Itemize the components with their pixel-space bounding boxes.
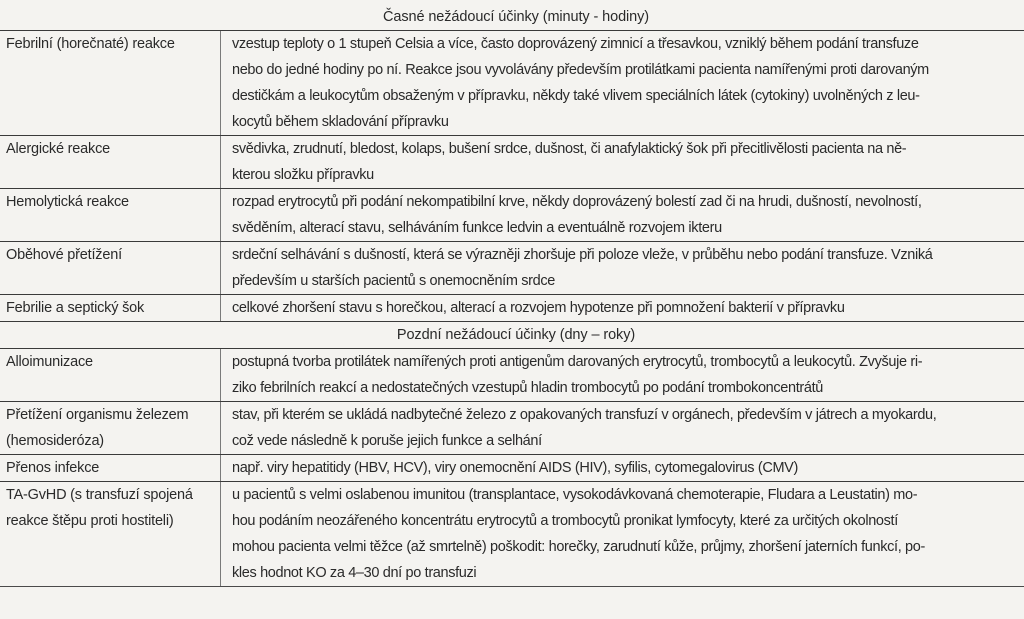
row-label: Přetížení organismu železem (hemosideróza) [0,402,221,454]
row-description: srdeční selhávání s dušností, která se výrazněji zhoršuje při poloze vleže, v průběhu nebo podání transfuze. Vzniká především u starších pacientů s onemocněním srdce [232,247,933,289]
row-description: u pacientů s velmi oslabenou imunitou (transplantace, vysokodávkovaná chemoterapie, Fludara a Leustatin) mo- hou podáním neozářeného koncentrátu erytrocytů a trombocytů pronikat lymfocyty, které za určitých okolností mohou pacienta velmi těžce (až smrtelně) poškodit: horečky, zarudnutí kůže, průjmy, zhoršení jaterních funkcí, po- kles hodnot KO za 4–30 dní po transfuzi [232,487,925,581]
late-effects-heading: Pozdní nežádoucí účinky (dny – roky) [0,322,1024,349]
row-description: např. viry hepatitidy (HBV, HCV), viry onemocnění AIDS (HIV), syfilis, cytomegalovirus (CMV) [232,460,798,476]
row-description: svědivka, zrudnutí, bledost, kolaps, bušení srdce, dušnost, či anafylaktický šok při přecitlivělosti pacienta na ně- kterou složku přípravku [232,141,907,183]
row-description: rozpad erytrocytů při podání nekompatibilní krve, někdy doprovázený bolestí zad či na hrudi, dušností, nevolností, svěděním, alterací stavu, selháváním funkce ledvin a eventuálně rozvojem ikteru [232,194,922,236]
row-description: stav, při kterém se ukládá nadbytečné železo z opakovaných transfuzí v orgánech, především v játrech a myokardu, což vede následně k poruše jejich funkce a selhání [232,407,937,449]
row-label: Hemolytická reakce [0,189,221,241]
row-label: Febrilie a septický šok [0,295,221,321]
table-row-septic-shock [0,295,1024,322]
row-label: Přenos infekce [0,455,221,481]
early-effects-section [0,4,1024,322]
row-description: postupná tvorba protilátek namířených proti antigenům darovaných erytrocytů, trombocytů a leukocytů. Zvyšuje ri- ziko febrilních reakcí a nedostatečných vzestupů hladin trombocytů po podání trombokoncentrátů [232,354,923,396]
row-label: Febrilní (horečnaté) reakce [0,31,221,135]
table-row-circulatory-overload [0,242,1024,295]
row-description: vzestup teploty o 1 stupeň Celsia a více, často doprovázený zimnicí a třesavkou, vzniklý během podání transfuze nebo do jedné hodiny po ní. Reakce jsou vyvolávány především protilátkami pacienta namířenými proti darovaným destičkám a leukocytům obsaženým v přípravku, někdy také vlivem speciálních látek (cytokiny) uvolněných z leu- kocytů během skladování přípravku [232,36,929,130]
table-row-alloimmunization [0,349,1024,402]
table-row-hemolytic [0,189,1024,242]
early-effects-heading: Časné nežádoucí účinky (minuty - hodiny) [0,4,1024,31]
row-description: celkové zhoršení stavu s horečkou, alterací a rozvojem hypotenze při pomnožení bakterií v přípravku [232,300,845,316]
row-label: Alergické reakce [0,136,221,188]
table-row-ta-gvhd [0,482,1024,587]
table-row-allergic [0,136,1024,189]
row-label: Alloimunizace [0,349,221,401]
row-label: TA-GvHD (s transfuzí spojená reakce štěpu proti hostiteli) [0,482,221,586]
late-effects-section [0,322,1024,587]
table-row-infection [0,455,1024,482]
table-row-iron-overload [0,402,1024,455]
table-row-febrile [0,31,1024,136]
row-label: Oběhové přetížení [0,242,221,294]
